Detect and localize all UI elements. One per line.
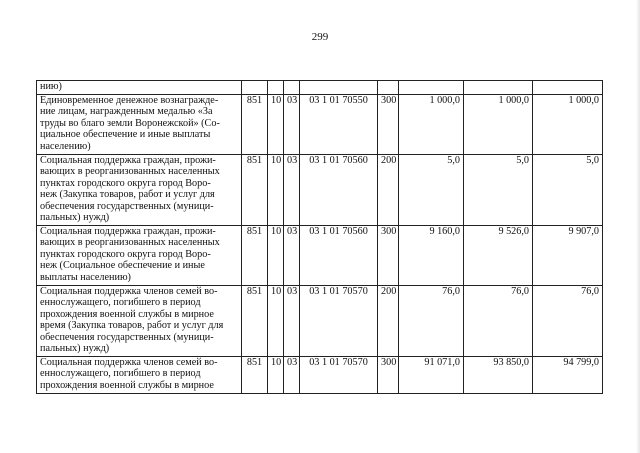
amount-year2-cell: 93 850,0 xyxy=(464,357,533,394)
vr-code-cell: 200 xyxy=(378,155,399,226)
rz-code-cell: 10 xyxy=(268,226,284,286)
pr-code-cell xyxy=(284,81,300,95)
row-name-cell: Социальная поддержка граждан, прожи- вающих в реорганизованных населенных пунктах городского округа город Воро- неж (Социальное обеспечение и иные выплаты населению) xyxy=(37,226,242,286)
amount-year3-cell: 76,0 xyxy=(533,286,603,357)
table-row xyxy=(37,286,603,357)
table-row xyxy=(37,95,603,155)
amount-year3-cell: 94 799,0 xyxy=(533,357,603,394)
row-name-cell: нию) xyxy=(37,81,242,95)
table-row xyxy=(37,226,603,286)
vr-code-cell xyxy=(378,81,399,95)
gr-code-cell: 851 xyxy=(242,226,268,286)
pr-code-cell: 03 xyxy=(284,95,300,155)
pr-code-cell: 03 xyxy=(284,155,300,226)
amount-year3-cell: 1 000,0 xyxy=(533,95,603,155)
gr-code-cell: 851 xyxy=(242,357,268,394)
table-row xyxy=(37,357,603,394)
gr-code-cell: 851 xyxy=(242,155,268,226)
budget-table xyxy=(36,80,603,394)
page-number: 299 xyxy=(311,31,329,43)
amount-year3-cell xyxy=(533,81,603,95)
rz-code-cell xyxy=(268,81,284,95)
vr-code-cell: 300 xyxy=(378,226,399,286)
vr-code-cell: 200 xyxy=(378,286,399,357)
amount-year1-cell: 1 000,0 xyxy=(399,95,464,155)
amount-year2-cell: 76,0 xyxy=(464,286,533,357)
gr-code-cell: 851 xyxy=(242,95,268,155)
amount-year1-cell: 91 071,0 xyxy=(399,357,464,394)
page-edge-shadow xyxy=(636,0,640,453)
amount-year2-cell: 1 000,0 xyxy=(464,95,533,155)
amount-year3-cell: 5,0 xyxy=(533,155,603,226)
csr-code-cell: 03 1 01 70570 xyxy=(300,286,378,357)
table-row xyxy=(37,81,603,95)
rz-code-cell: 10 xyxy=(268,357,284,394)
csr-code-cell xyxy=(300,81,378,95)
csr-code-cell: 03 1 01 70550 xyxy=(300,95,378,155)
row-name-cell: Единовременное денежное вознагражде- ние лицам, награжденным медалью «За труды во благо земли Воронежской» (Со- циальное обеспечение и иные выплаты населению) xyxy=(37,95,242,155)
amount-year1-cell: 5,0 xyxy=(399,155,464,226)
csr-code-cell: 03 1 01 70560 xyxy=(300,226,378,286)
amount-year3-cell: 9 907,0 xyxy=(533,226,603,286)
amount-year1-cell: 76,0 xyxy=(399,286,464,357)
amount-year2-cell: 5,0 xyxy=(464,155,533,226)
pr-code-cell: 03 xyxy=(284,226,300,286)
gr-code-cell: 851 xyxy=(242,286,268,357)
amount-year2-cell xyxy=(464,81,533,95)
csr-code-cell: 03 1 01 70560 xyxy=(300,155,378,226)
rz-code-cell: 10 xyxy=(268,155,284,226)
row-name-cell: Социальная поддержка членов семей во- еннослужащего, погибшего в период прохождения военной службы в мирное xyxy=(37,357,242,394)
vr-code-cell: 300 xyxy=(378,95,399,155)
table-row xyxy=(37,155,603,226)
amount-year1-cell xyxy=(399,81,464,95)
amount-year2-cell: 9 526,0 xyxy=(464,226,533,286)
rz-code-cell: 10 xyxy=(268,286,284,357)
amount-year1-cell: 9 160,0 xyxy=(399,226,464,286)
pr-code-cell: 03 xyxy=(284,357,300,394)
gr-code-cell xyxy=(242,81,268,95)
row-name-cell: Социальная поддержка граждан, прожи- вающих в реорганизованных населенных пунктах городского округа город Воро- неж (Закупка товаров, работ и услуг для обеспечения государственных (муници- пальных) нужд) xyxy=(37,155,242,226)
vr-code-cell: 300 xyxy=(378,357,399,394)
pr-code-cell: 03 xyxy=(284,286,300,357)
row-name-cell: Социальная поддержка членов семей во- еннослужащего, погибшего в период прохождения военной службы в мирное время (Закупка товаров, работ и услуг для обеспечения государственных (муници- пальных) нужд) xyxy=(37,286,242,357)
csr-code-cell: 03 1 01 70570 xyxy=(300,357,378,394)
rz-code-cell: 10 xyxy=(268,95,284,155)
